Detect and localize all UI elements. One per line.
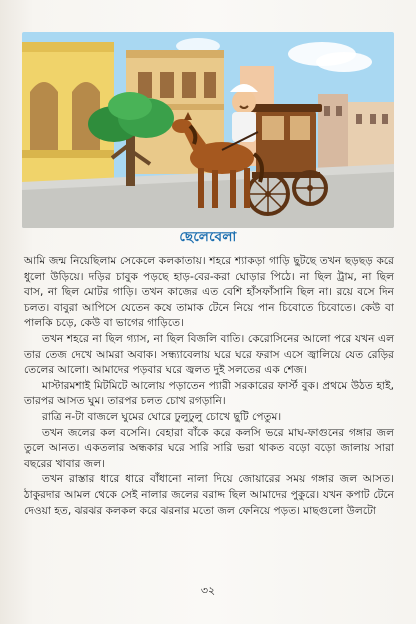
page-number: ৩২ <box>200 584 216 597</box>
carriage-illustration <box>22 32 394 228</box>
body-text <box>24 254 394 519</box>
paragraph: মাস্টারমশাই মিটমিটে আলোয় পড়াতেন প্যারী সরকারের ফার্স্ট বুক। প্রথমে উঠত হাই, তারপর আসত ঘুম। তারপর চলত চোখ রগড়ানি। <box>24 379 394 408</box>
paragraph: আমি জন্ম নিয়েছিলাম সেকেলে কলকাতায়। শহরে শ্যাকড়া গাড়ি ছুটছে তখন ছড়ছড় করে ধুলো উড়িয়ে। দড়ির চাবুক পড়ছে হাড়-বের-করা ঘোড়ার পিঠে। না ছিল ট্রাম, না ছিল বাস, না ছিল মোটর গাড়ি। তখন কাজের এত বেশি হাঁসফাঁসানি ছিল না। রয়ে বসে দিন চলত। বাবুরা আপিসে যেতেন কষে তামাক টেনে নিয়ে পান চিবোতে চিবোতে। কেউ বা পালকি চড়ে, কেউ বা ভাগের গাড়িতে। <box>24 255 394 330</box>
paragraph: রাত্রি ন-টা বাজলে ঘুমের ঘোরে ঢুলুঢুলু চোখে ছুটি পেতুম। <box>42 410 282 423</box>
paragraph: তখন রাস্তার ধারে ধারে বাঁধানো নালা দিয়ে জোয়ারের সময় গঙ্গার জল আসত। ঠাকুরদার আমল থেকে সেই নালার জলের বরাদ্দ ছিল আমাদের পুকুরে। যখন কপাট টেনে দেওয়া হত, ঝরঝর কলকল করে ঝরনার মতো জল ফেনিয়ে পড়ত। মাছগুলো উলটো <box>24 473 394 517</box>
paragraph: তখন জলের কল বসেনি। বেহারা বাঁকে করে কলসি ভরে মাঘ-ফাগুনের গঙ্গার জল তুলে আনত। একতলার অন্ধকার ঘরে সারি সারি ভরা থাকত বড়ো বড়ো জালায় সারা বছরের খাবার জল। <box>24 426 394 470</box>
paragraph: তখন শহরে না ছিল গ্যাস, না ছিল বিজলি বাতি। কেরোসিনের আলো পরে যখন এল তার তেজ দেখে আমরা অবাক। সন্ধ্যাবেলায় ঘরে ঘরে ফরাস এসে জ্বালিয়ে যেত রেড়ির তেলের আলো। আমাদের পড়বার ঘরে জ্বলত দুই সলতের এক শেজ। <box>24 332 394 377</box>
chapter-title: ছেলেবেলা <box>179 229 237 245</box>
